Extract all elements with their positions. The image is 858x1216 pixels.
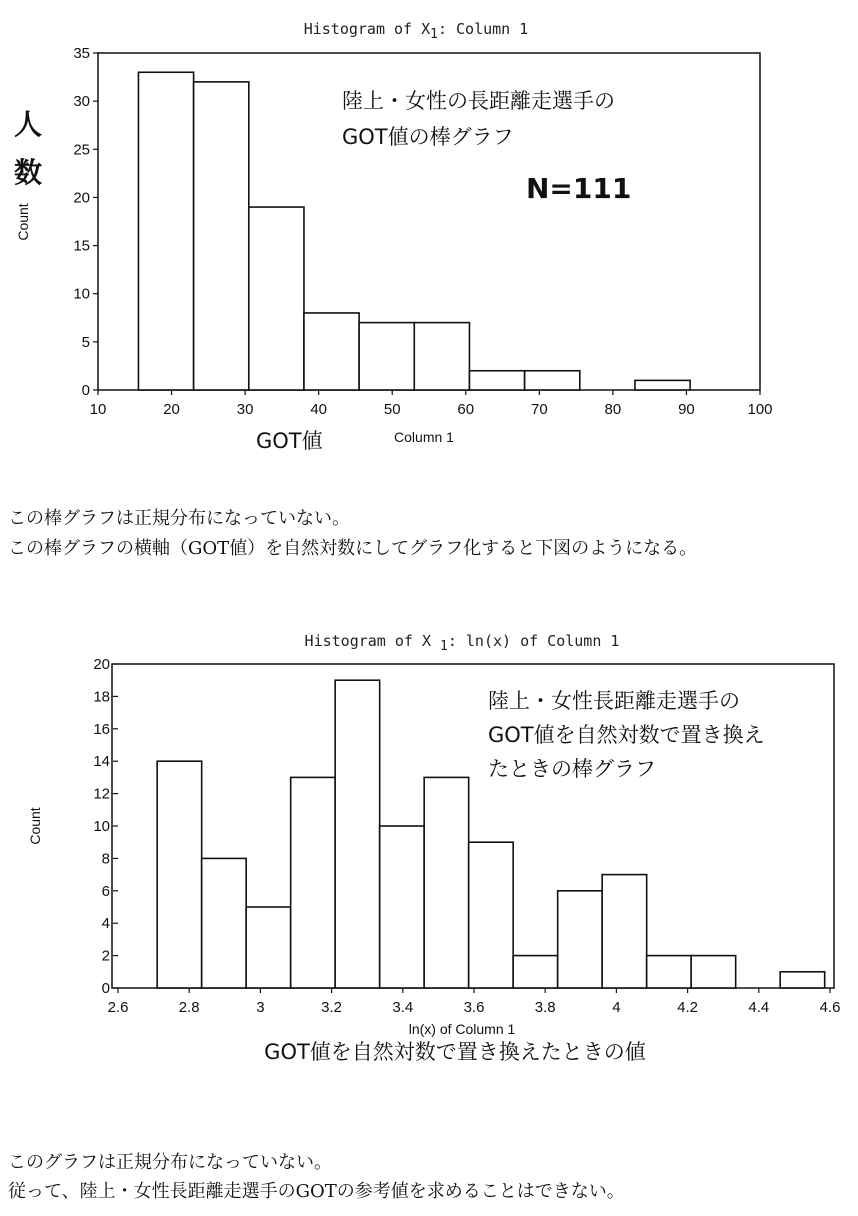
c2-x-tick-label: 4.2 — [677, 999, 699, 1016]
c2-bar — [558, 891, 603, 988]
chart2-caption: GOT値を自然対数で置き換えたときの値 — [264, 1040, 646, 1064]
c1-x-tick-label: 20 — [163, 401, 180, 418]
chart1-x-label-jp: GOT値 — [256, 429, 323, 453]
c2-bar — [291, 777, 336, 988]
chart1-annotation-line2: GOT値の棒グラフ — [342, 125, 514, 149]
c1-x-tick-label: 60 — [457, 401, 475, 418]
c2-y-tick-label: 20 — [93, 656, 110, 673]
chart1-title: Histogram of X1: Column 1 — [303, 20, 529, 42]
c2-x-tick-label: 4.6 — [819, 999, 841, 1016]
c2-bar — [469, 842, 514, 988]
c2-bar — [157, 761, 202, 988]
c2-bar — [202, 858, 247, 988]
c2-x-tick-label: 4 — [612, 999, 621, 1016]
c1-x-tick-label: 100 — [747, 401, 773, 418]
c1-x-tick-label: 80 — [604, 401, 622, 418]
chart2-y-axis-label: Count — [27, 807, 43, 845]
c2-y-tick-label: 18 — [93, 688, 110, 706]
c2-bar — [647, 956, 692, 988]
c2-x-tick-label: 4.4 — [748, 999, 770, 1016]
c2-y-tick-label: 12 — [93, 785, 110, 803]
c1-y-tick-label: 20 — [73, 189, 90, 207]
chart1-y-label-jp-2: 数 — [14, 156, 43, 189]
c2-y-tick-label: 8 — [101, 850, 110, 868]
chart2-x-axis-label: ln(x) of Column 1 — [408, 1021, 516, 1037]
chart1-y-label-jp-1: 人 — [14, 108, 43, 141]
c1-y-tick-label: 25 — [73, 141, 90, 159]
c1-x-tick-label: 40 — [310, 401, 328, 418]
c2-y-tick-label: 10 — [93, 818, 110, 835]
c1-x-tick-label: 10 — [89, 401, 107, 418]
chart2-annotation-line1: 陸上・女性長距離走選手の — [488, 689, 740, 713]
c2-bar — [335, 680, 380, 988]
c2-bar — [424, 777, 469, 988]
paragraph-1-line-2: この棒グラフの横軸（GOT値）を自然対数にしてグラフ化すると下図のようになる。 — [8, 538, 698, 559]
c2-x-tick-label: 3.2 — [321, 999, 343, 1016]
c2-bar — [691, 956, 736, 988]
chart1-annotation-line1: 陸上・女性の長距離走選手の — [342, 89, 615, 113]
c2-x-tick-label: 3.6 — [463, 999, 485, 1016]
c2-y-tick-label: 0 — [101, 980, 110, 997]
chart1-sample-size: N=111 — [526, 172, 632, 205]
paragraph-2-line-1: このグラフは正規分布になっていない。 — [8, 1152, 332, 1173]
c2-y-tick-label: 6 — [101, 882, 110, 900]
c2-bar — [602, 875, 647, 988]
c1-y-tick-label: 10 — [73, 285, 90, 303]
c2-y-tick-label: 2 — [101, 947, 110, 965]
chart1-y-axis-label: Count — [15, 203, 31, 241]
c1-x-tick-label: 30 — [236, 401, 254, 418]
c2-y-tick-label: 16 — [93, 720, 110, 738]
c2-x-tick-label: 2.8 — [178, 999, 200, 1016]
c1-y-tick-label: 35 — [73, 45, 90, 62]
c2-bar — [780, 972, 825, 988]
c1-y-tick-label: 5 — [81, 333, 90, 351]
chart2-annotation-line2: GOT値を自然対数で置き換え — [488, 723, 765, 747]
c2-x-tick-label: 3 — [256, 999, 265, 1016]
c1-y-tick-label: 15 — [73, 237, 90, 255]
c1-x-tick-label: 90 — [678, 401, 695, 418]
paragraph-2-line-2: 従って、陸上・女性長距離走選手のGOTの参考値を求めることはできない。 — [8, 1181, 625, 1202]
c2-y-tick-label: 4 — [101, 915, 110, 933]
c2-x-tick-label: 2.6 — [107, 999, 129, 1016]
c2-x-tick-label: 3.4 — [392, 999, 414, 1016]
chart2-annotation-line3: たときの棒グラフ — [488, 757, 656, 781]
c2-bar — [513, 956, 558, 988]
c2-x-tick-label: 3.8 — [534, 999, 556, 1016]
c1-y-tick-label: 30 — [73, 93, 90, 111]
paragraph-1-line-1: この棒グラフは正規分布になっていない。 — [8, 508, 350, 529]
c2-bar — [380, 826, 425, 988]
chart2-title: Histogram of X 1: ln(x) of Column 1 — [304, 632, 620, 654]
c2-y-tick-label: 14 — [93, 753, 110, 771]
c1-x-tick-label: 50 — [383, 401, 401, 418]
c1-x-tick-label: 70 — [530, 401, 548, 418]
c2-bar — [246, 907, 291, 988]
c1-y-tick-label: 0 — [81, 382, 90, 399]
chart1-x-axis-label: Column 1 — [394, 429, 454, 445]
